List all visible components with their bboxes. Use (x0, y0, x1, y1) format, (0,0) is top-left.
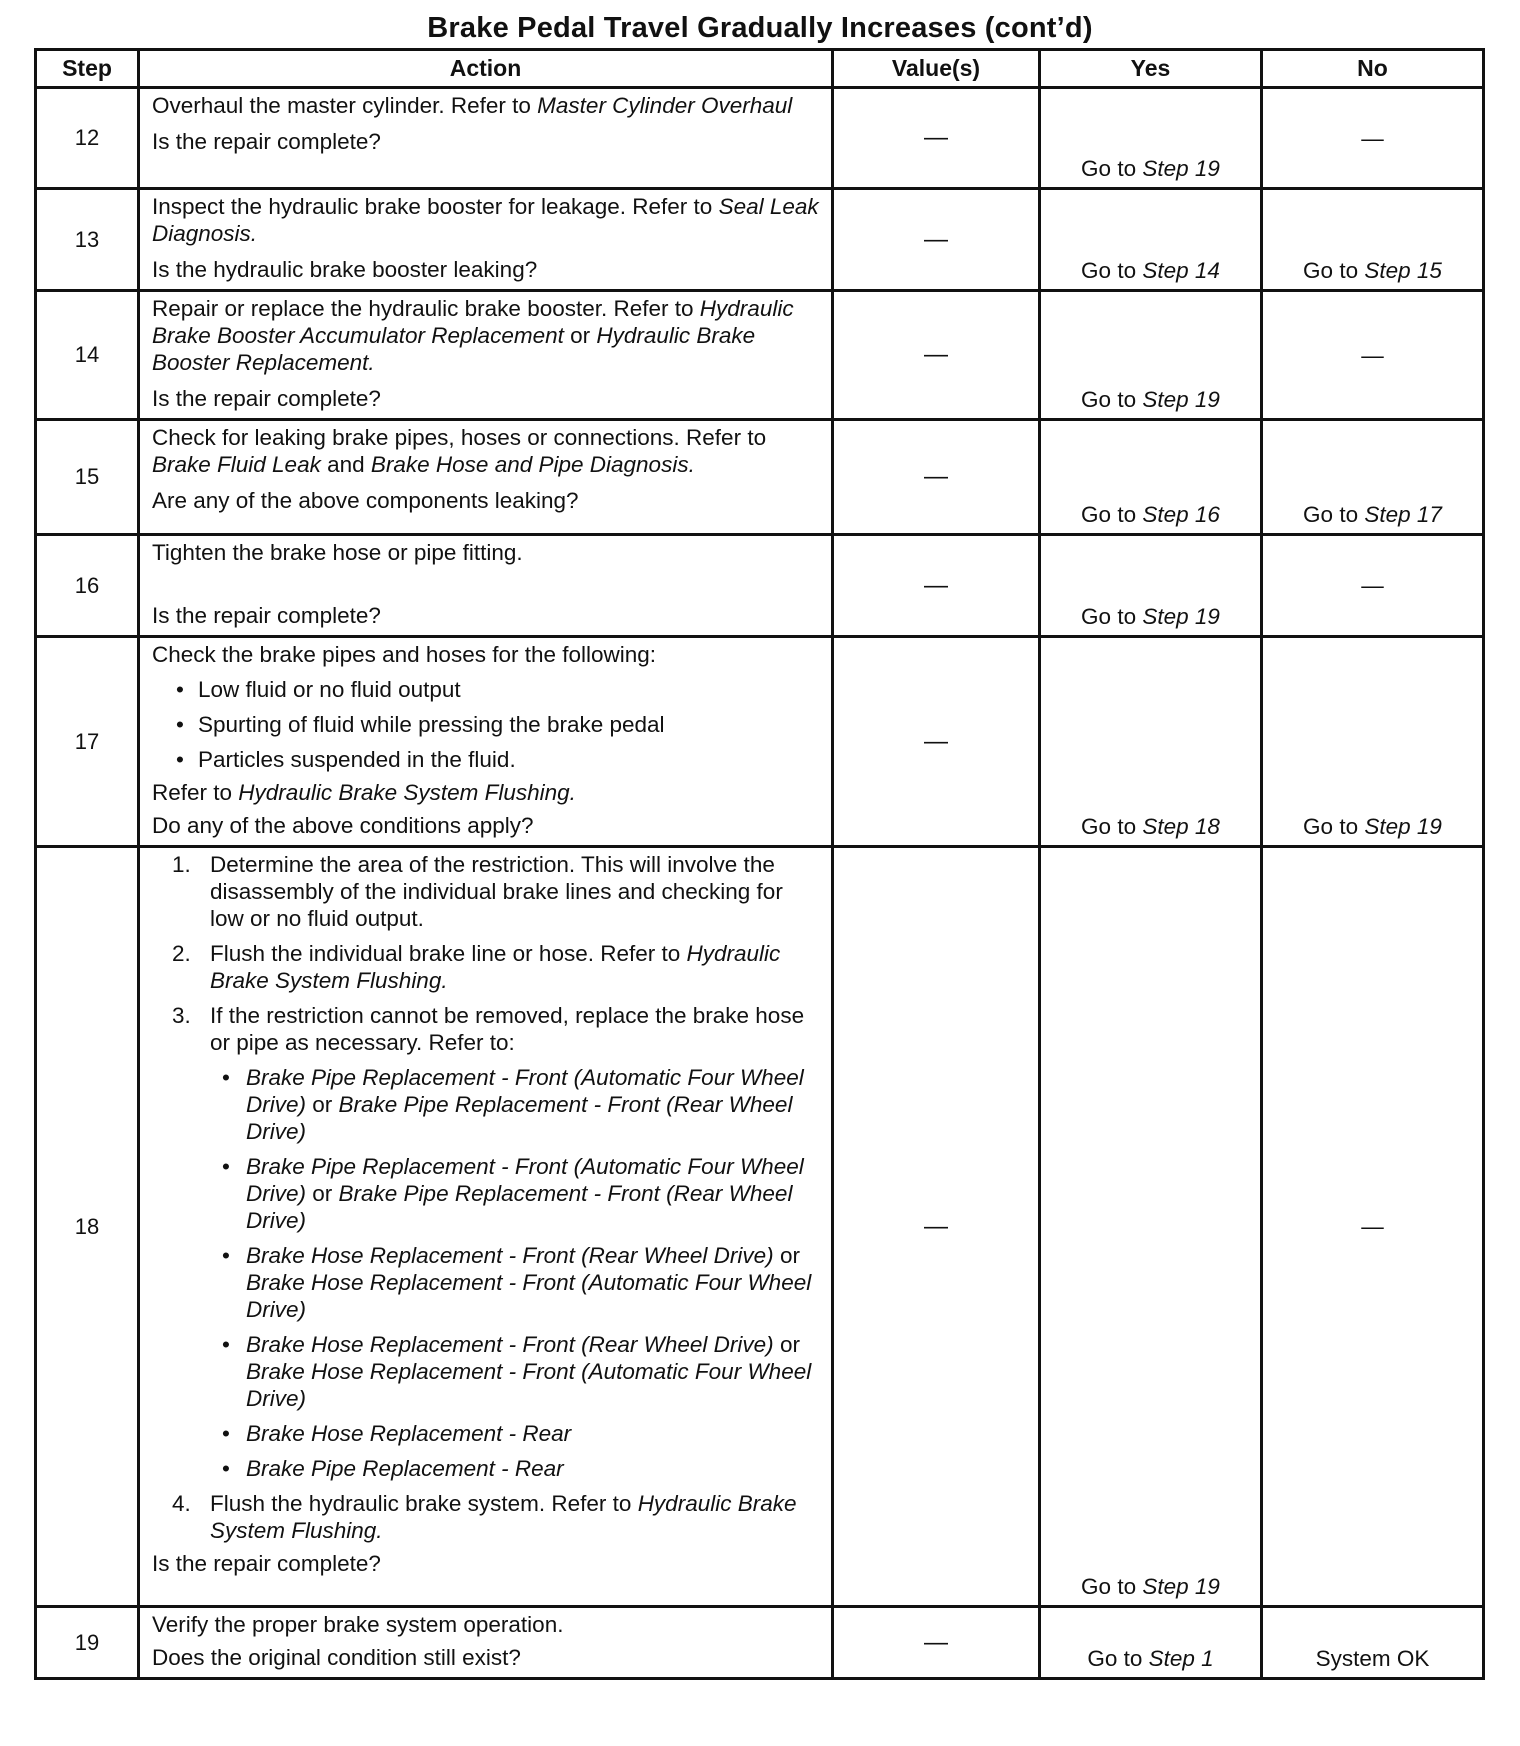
numbered-item: 2. Flush the individual brake line or hose. Refer to Hydraulic Brake System Flushing. (172, 941, 781, 993)
header-step: Step (36, 50, 139, 88)
action-cell (139, 535, 833, 637)
value-cell: — (833, 637, 1040, 847)
reference-text: Refer to Hydraulic Brake System Flushing. (152, 780, 576, 805)
action-cell (139, 1607, 833, 1679)
action-text: Tighten the brake hose or pipe fitting. (152, 540, 523, 565)
question-text: Is the hydraulic brake booster leaking? (152, 257, 538, 282)
bullet-item: • Brake Hose Replacement - Rear (222, 1421, 572, 1446)
action-text: Inspect the hydraulic brake booster for leakage. Refer to Seal Leak Diagnosis. (152, 194, 819, 246)
value-cell: — (833, 847, 1040, 1607)
table-row (36, 637, 1484, 847)
yes-cell: Go to Step 16 (1040, 420, 1262, 535)
diagnostic-table (34, 48, 1485, 1680)
header-row (36, 50, 1484, 88)
value-cell: — (833, 88, 1040, 189)
yes-cell: Go to Step 19 (1040, 535, 1262, 637)
header-yes: Yes (1040, 50, 1262, 88)
yes-cell: Go to Step 19 (1040, 88, 1262, 189)
action-text: Overhaul the master cylinder. Refer to Master Cylinder Overhaul (152, 93, 793, 118)
question-text: Is the repair complete? (152, 129, 381, 154)
action-cell (139, 88, 833, 189)
bullet-item: • Brake Pipe Replacement - Front (Automatic Four Wheel Drive) or Brake Pipe Replacement - Front (Rear Wheel Drive) (222, 1154, 804, 1233)
no-cell: — (1262, 291, 1484, 420)
page-title: Brake Pedal Travel Gradually Increases (cont’d) (427, 12, 1093, 44)
numbered-item: 1. Determine the area of the restriction. This will involve the disassembly of the individual brake lines and checking for low or no fluid output. (172, 852, 783, 931)
yes-cell: Go to Step 1 (1040, 1607, 1262, 1679)
question-text: Is the repair complete? (152, 1551, 381, 1576)
step-number: 17 (36, 637, 139, 847)
header-no: No (1262, 50, 1484, 88)
question-text: Does the original condition still exist? (152, 1645, 521, 1670)
table-row (36, 847, 1484, 1607)
action-text: Check the brake pipes and hoses for the following: (152, 642, 657, 667)
value-cell: — (833, 420, 1040, 535)
table-row (36, 291, 1484, 420)
bullet-item: • Brake Pipe Replacement - Rear (222, 1456, 564, 1481)
table-row (36, 189, 1484, 291)
value-cell: — (833, 1607, 1040, 1679)
numbered-item: 4. Flush the hydraulic brake system. Refer to Hydraulic Brake System Flushing. (172, 1491, 797, 1543)
step-number: 14 (36, 291, 139, 420)
numbered-item: 3. If the restriction cannot be removed, replace the brake hose or pipe as necessary. Refer to: (172, 1003, 805, 1055)
no-cell: Go to Step 17 (1262, 420, 1484, 535)
no-cell: Go to Step 19 (1262, 637, 1484, 847)
bullet-item: • Low fluid or no fluid output (176, 677, 461, 702)
question-text: Are any of the above components leaking? (152, 488, 579, 513)
question-text: Is the repair complete? (152, 386, 381, 411)
question-text: Is the repair complete? (152, 603, 381, 628)
header-action: Action (139, 50, 833, 88)
action-text: Verify the proper brake system operation. (152, 1612, 564, 1637)
yes-cell: Go to Step 18 (1040, 637, 1262, 847)
action-cell (139, 291, 833, 420)
value-cell: — (833, 291, 1040, 420)
bullet-item: • Brake Pipe Replacement - Front (Automatic Four Wheel Drive) or Brake Pipe Replacement - Front (Rear Wheel Drive) (222, 1065, 804, 1144)
bullet-item: • Brake Hose Replacement - Front (Rear Wheel Drive) or Brake Hose Replacement - Front (Automatic Four Wheel Drive) (222, 1243, 812, 1322)
value-cell: — (833, 535, 1040, 637)
yes-cell: Go to Step 14 (1040, 189, 1262, 291)
bullet-item: • Particles suspended in the fluid. (176, 747, 516, 772)
yes-cell: Go to Step 19 (1040, 291, 1262, 420)
step-number: 15 (36, 420, 139, 535)
action-text: Repair or replace the hydraulic brake booster. Refer to Hydraulic Brake Booster Accumulator Replacement or Hydraulic Brake Booster Replacement. (152, 296, 794, 375)
yes-cell: Go to Step 19 (1040, 847, 1262, 1607)
table-row (36, 535, 1484, 637)
no-cell: System OK (1262, 1607, 1484, 1679)
no-cell: — (1262, 847, 1484, 1607)
no-cell: — (1262, 88, 1484, 189)
no-cell: — (1262, 535, 1484, 637)
step-number: 19 (36, 1607, 139, 1679)
action-cell (139, 420, 833, 535)
bullet-item: • Brake Hose Replacement - Front (Rear Wheel Drive) or Brake Hose Replacement - Front (Automatic Four Wheel Drive) (222, 1332, 812, 1411)
question-text: Do any of the above conditions apply? (152, 813, 534, 838)
step-number: 16 (36, 535, 139, 637)
step-number: 12 (36, 88, 139, 189)
action-cell (139, 189, 833, 291)
table-row (36, 420, 1484, 535)
no-cell: Go to Step 15 (1262, 189, 1484, 291)
table-row (36, 1607, 1484, 1679)
step-number: 13 (36, 189, 139, 291)
bullet-item: • Spurting of fluid while pressing the brake pedal (176, 712, 665, 737)
action-cell (139, 637, 833, 847)
step-number: 18 (36, 847, 139, 1607)
action-text: Check for leaking brake pipes, hoses or connections. Refer to Brake Fluid Leak and Brake Hose and Pipe Diagnosis. (152, 425, 767, 477)
value-cell: — (833, 189, 1040, 291)
table-row (36, 88, 1484, 189)
header-values: Value(s) (833, 50, 1040, 88)
action-cell (139, 847, 833, 1607)
